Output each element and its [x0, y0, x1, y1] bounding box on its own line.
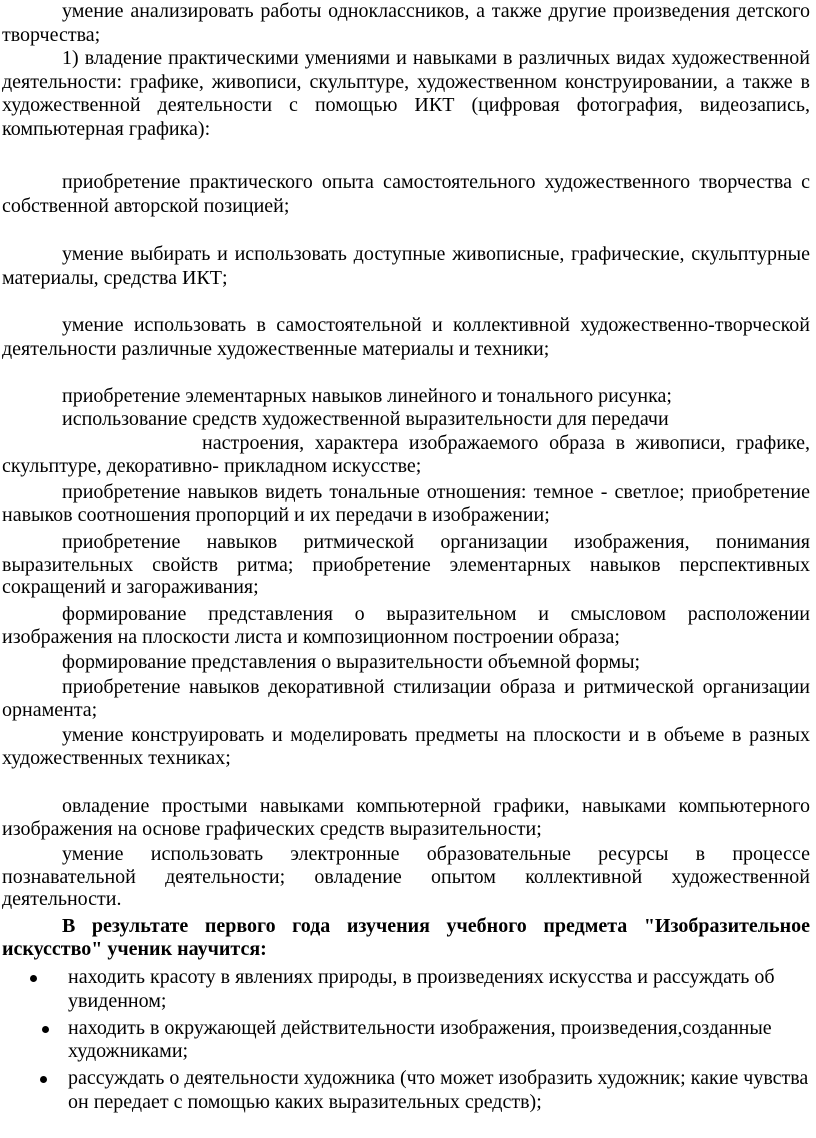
paragraph-computer-graphics: овладение простыми навыками компьютерной графики, навыками компьютерного изображения на основе графических средств выразительности; [2, 795, 810, 840]
paragraph-expressive-means: использование средств художественной выразительности для передачи [62, 408, 669, 430]
paragraph-decorative-stylization: приобретение навыков декоративной стилизации образа и ритмической организации орнамента; [2, 676, 810, 721]
paragraph-tonal-relations: приобретение навыков видеть тональные отношения: темное - светлое; приобретение навыков соотношения пропорций и их передачи в изображении; [2, 481, 810, 526]
paragraph-choose-materials: умение выбирать и использовать доступные живописные, графические, скульптурные материалы, средства ИКТ; [2, 243, 810, 289]
paragraph-creative-experience: приобретение практического опыта самостоятельного художественного творчества с собственной авторской позицией; [2, 171, 810, 217]
paragraph-analyze-works: умение анализировать работы одноклассников, а также другие произведения детского творчества; [2, 0, 810, 46]
list-item [0, 1067, 810, 1114]
paragraph-composition: формирование представления о выразительном и смысловом расположении изображения на плоскости листа и композиционном построении образа; [2, 603, 810, 648]
paragraph-linear-drawing: приобретение элементарных навыков линейного и тонального рисунка; [62, 385, 672, 407]
outcomes-list [0, 966, 810, 1118]
paragraph-practical-skills: 1) владение практическими умениями и навыками в различных видах художественной деятельности: графике, живописи, скульптуре, художественном конструировании, а также в художественной деятельности с помощью ИКТ (цифровая фотография, видеозапись, компьютерная графика): [2, 47, 810, 140]
paragraph-rhythm: приобретение навыков ритмической организации изображения, понимания выразительных свойств ритма; приобретение элементарных навыков перспективных сокращений и загораживания; [2, 531, 810, 598]
paragraph-mood-character: настроения, характера изображаемого образа в живописи, графике, скульптуре, декоративно- прикладном искусстве; [2, 432, 810, 477]
list-item [0, 1017, 810, 1064]
bullet-icon [42, 1026, 49, 1033]
list-item [0, 966, 810, 1013]
paragraph-construct-model: умение конструировать и моделировать предметы на плоскости и в объеме в разных художественных техниках; [2, 724, 810, 769]
list-item-text: находить в окружающей действительности изображения, произведения,созданные художниками; [68, 1016, 772, 1062]
paragraph-use-materials: умение использовать в самостоятельной и коллективной художественно-творческой деятельности различные художественные материалы и техники; [2, 314, 810, 360]
list-item-text: находить красоту в явлениях природы, в произведениях искусства и рассуждать об увиденном; [68, 966, 775, 1012]
bullet-icon [40, 1076, 47, 1083]
paragraph-electronic-resources: умение использовать электронные образовательные ресурсы в процессе познавательной деятельности; овладение опытом коллективной художественной деятельности. [2, 843, 810, 910]
bullet-icon [30, 975, 37, 982]
result-heading: В результате первого года изучения учебного предмета "Изобразительное искусство" ученик научится: [2, 915, 810, 960]
list-item-text: рассуждать о деятельности художника (что может изобразить художник; какие чувства он передает с помощью каких выразительных средств); [68, 1067, 809, 1113]
paragraph-volume-form: формирование представления о выразительности объемной формы; [62, 651, 641, 673]
